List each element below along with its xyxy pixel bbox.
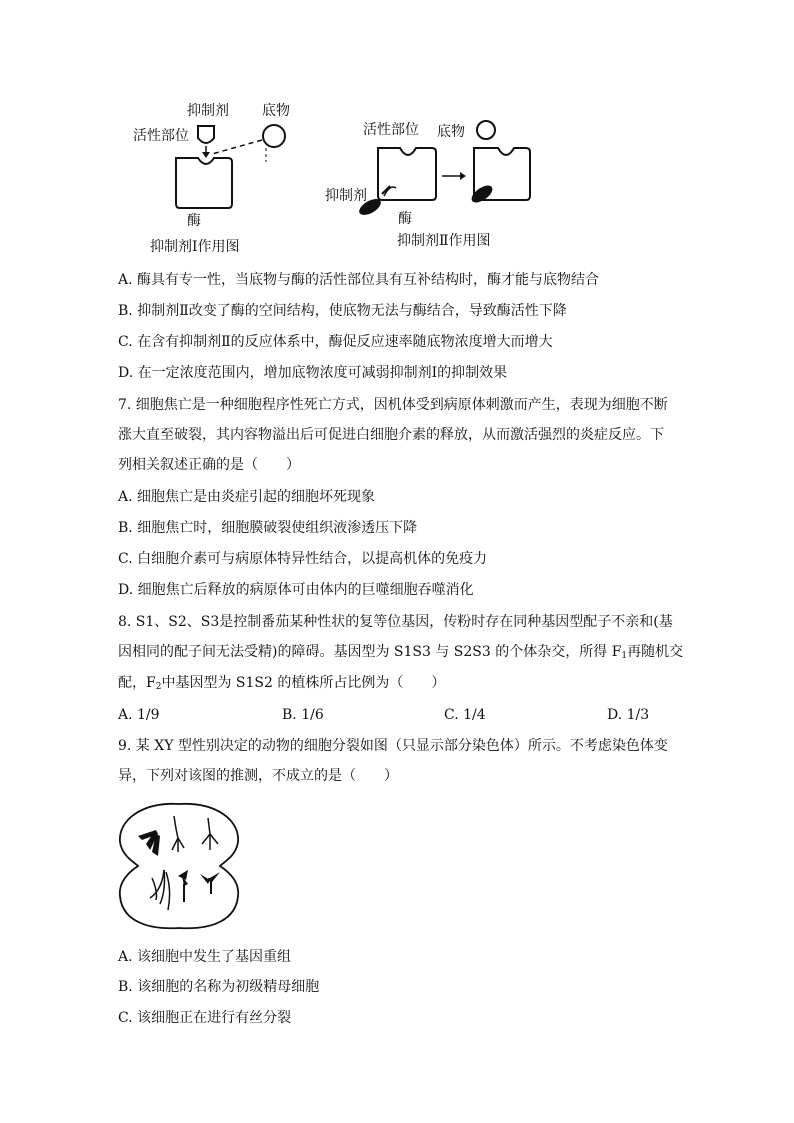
caption-inhibitor-2: 抑制剂Ⅱ作用图 (397, 233, 491, 249)
q7-option-d: D. 细胞焦亡后释放的病原体可由体内的巨噬细胞吞噬消化 (118, 582, 474, 598)
caption-inhibitor-1: 抑制剂Ⅰ作用图 (150, 239, 240, 255)
q8-stem-line-1: 8. S1、S2、S3是控制番茄某种性状的复等位基因，传粉时存在同种基因型配子不亲和(基 (118, 614, 673, 630)
inhibitor-1-illustration (128, 100, 298, 235)
q8-stem-line-3 (118, 673, 445, 697)
q8-stem-line-3-head: 配，F (118, 675, 156, 691)
cell-division-figure (116, 800, 242, 932)
q8-option-a: A. 1/9 (118, 707, 160, 723)
q6-option-d: D. 在一定浓度范围内，增加底物浓度可减弱抑制剂Ⅰ的抑制效果 (118, 365, 508, 381)
q8-stem-line-3-tail: 中基因型为 S1S2 的植株所占比例为（ ） (161, 675, 446, 691)
q8-stem-line-2-tail: 再随机交 (627, 644, 684, 660)
q8-option-c: C. 1/4 (444, 707, 486, 723)
inhibitor-shape (198, 126, 214, 143)
q9-stem-line-1: 9. 某 XY 型性别决定的动物的细胞分裂如图（只显示部分染色体）所示。不考虑染色体变 (118, 738, 668, 754)
q9-stem-line-2: 异，下列对该图的推测，不成立的是（ ） (118, 768, 398, 784)
q8-option-d: D. 1/3 (607, 707, 650, 723)
q7-stem-line-1: 7. 细胞焦亡是一种细胞程序性死亡方式，因机体受到病原体刺激而产生，表现为细胞不断 (118, 397, 668, 413)
arrow-head (202, 152, 210, 158)
q7-stem-line-2: 涨大直至破裂，其内容物溢出后可促进白细胞介素的释放，从而激活强烈的炎症反应。下 (118, 427, 664, 443)
q9-option-a: A. 该细胞中发生了基因重组 (118, 949, 292, 965)
q6-option-a: A. 酶具有专一性，当底物与酶的活性部位具有互补结构时，酶才能与底物结合 (118, 272, 600, 288)
enzyme-shape (176, 158, 232, 208)
substrate-shape-2 (477, 121, 495, 139)
transition-arrow-head (460, 172, 466, 180)
q7-option-b: B. 细胞焦亡时，细胞膜破裂使组织液渗透压下降 (118, 520, 418, 536)
q6-option-c: C. 在含有抑制剂Ⅱ的反应体系中，酶促反应速率随底物浓度增大而增大 (118, 334, 553, 350)
cell-membrane (120, 804, 238, 928)
q8-option-b: B. 1/6 (282, 707, 324, 723)
q8-stem-line-2 (118, 642, 683, 666)
label-inhibitor-1: 抑制剂 (187, 103, 229, 119)
q8-f1-subscript: 1 (621, 651, 628, 661)
label-enzyme-1: 酶 (187, 213, 201, 229)
label-substrate-2: 底物 (437, 124, 465, 140)
q9-option-c: C. 该细胞正在进行有丝分裂 (118, 1010, 292, 1026)
q7-stem-line-3: 列相关叙述正确的是（ ） (118, 457, 300, 473)
q6-option-b: B. 抑制剂Ⅱ改变了酶的空间结构，使底物无法与酶结合，导致酶活性下降 (118, 303, 567, 319)
label-substrate-1: 底物 (262, 103, 290, 119)
label-enzyme-2: 酶 (398, 211, 412, 227)
label-active-site-1: 活性部位 (133, 128, 189, 144)
q9-option-b: B. 该细胞的名称为初级精母细胞 (118, 979, 320, 995)
q8-f2-subscript: 2 (155, 682, 162, 692)
substrate-shape (263, 125, 285, 147)
cell-illustration (116, 800, 242, 932)
label-inhibitor-2: 抑制剂 (325, 188, 367, 204)
q7-option-c: C. 白细胞介素可与病原体特异性结合，以提高机体的免疫力 (118, 551, 488, 567)
q8-stem-line-2-text: 因相同的配子间无法受精)的障碍。基因型为 S1S3 与 S2S3 的个体杂交，所得 F (118, 644, 622, 660)
dashed-line (212, 140, 262, 154)
diagram-inhibitor-2 (320, 110, 550, 230)
q7-option-a: A. 细胞焦亡是由炎症引起的细胞坏死现象 (118, 489, 376, 505)
label-active-site-2: 活性部位 (363, 122, 419, 138)
